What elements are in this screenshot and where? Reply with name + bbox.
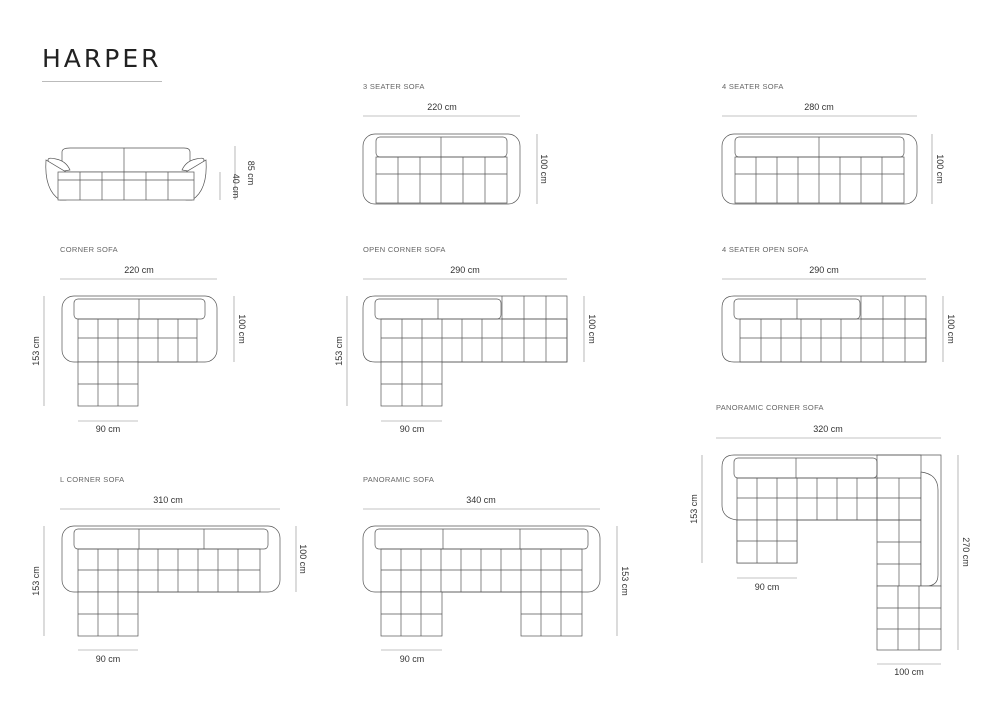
four-seater-width: 280 cm (804, 102, 834, 112)
l-corner-depth: 100 cm (298, 544, 308, 574)
panoramic-corner-caption: PANORAMIC CORNER SOFA (716, 403, 824, 412)
brand-title: HARPER (42, 44, 162, 73)
three-seater-depth: 100 cm (539, 154, 549, 184)
panoramic-sofa (363, 475, 630, 664)
open-corner-depth: 100 cm (587, 314, 597, 344)
four-seater-depth: 100 cm (935, 154, 945, 184)
four-open-caption: 4 SEATER OPEN SOFA (722, 245, 809, 254)
panoramic-corner-right-depth: 270 cm (961, 537, 971, 567)
panoramic-corner-width: 320 cm (813, 424, 843, 434)
panoramic-chaise-width: 90 cm (399, 654, 425, 664)
corner-chaise-width: 90 cm (95, 424, 121, 434)
l-corner-chaise-width: 90 cm (95, 654, 121, 664)
four-seater-sofa (722, 82, 945, 204)
panoramic-corner-left-depth: 153 cm (689, 494, 699, 524)
three-seater-sofa (363, 82, 549, 204)
four-open-width: 290 cm (809, 265, 839, 275)
l-corner-width: 310 cm (153, 495, 183, 505)
open-corner-caption: OPEN CORNER SOFA (363, 245, 446, 254)
four-open-depth: 100 cm (946, 314, 956, 344)
panoramic-corner-chaise-width: 90 cm (754, 582, 780, 592)
panoramic-width: 340 cm (466, 495, 496, 505)
three-seater-caption: 3 SEATER SOFA (363, 82, 425, 91)
panoramic-caption: PANORAMIC SOFA (363, 475, 435, 484)
corner-depth: 100 cm (237, 314, 247, 344)
front-height-dim: 85 cm (246, 160, 256, 186)
three-seater-width: 220 cm (427, 102, 457, 112)
panoramic-total-depth: 153 cm (620, 566, 630, 596)
corner-total-depth: 153 cm (31, 336, 41, 366)
four-seater-open-sofa (722, 245, 956, 362)
l-corner-total-depth: 153 cm (31, 566, 41, 596)
four-seater-caption: 4 SEATER SOFA (722, 82, 784, 91)
open-corner-width: 290 cm (450, 265, 480, 275)
l-corner-sofa (31, 475, 308, 664)
open-corner-chaise-width: 90 cm (399, 424, 425, 434)
l-corner-caption: L CORNER SOFA (60, 475, 125, 484)
corner-width: 220 cm (124, 265, 154, 275)
corner-caption: CORNER SOFA (60, 245, 118, 254)
front-view (46, 146, 256, 200)
front-seat-height-dim: 40 cm (231, 173, 241, 199)
panoramic-corner-right-width: 100 cm (894, 667, 924, 677)
corner-sofa (31, 245, 247, 434)
open-corner-sofa (334, 245, 597, 434)
panoramic-corner-sofa (689, 403, 971, 677)
open-corner-total-depth: 153 cm (334, 336, 344, 366)
